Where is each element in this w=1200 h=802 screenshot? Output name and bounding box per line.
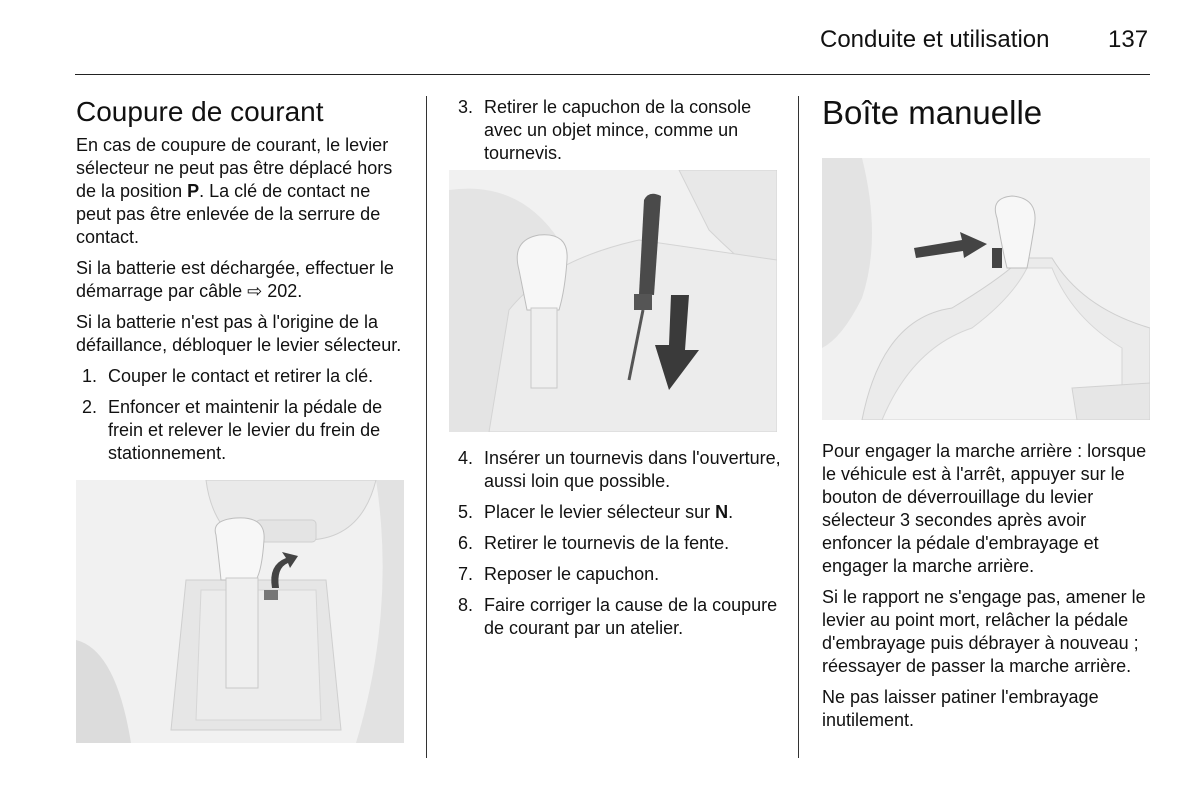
paragraph-gear-not-engaging: Si le rapport ne s'engage pas, amener le levier au point mort, relâcher la pédale d'embrayage puis débrayer à nouveau ; réessayer de passer la marche arrière. — [822, 587, 1146, 676]
column-selector-unlock-steps — [452, 96, 782, 173]
page-reference-arrow-icon: ⇨ — [247, 281, 263, 301]
header-divider — [75, 74, 1150, 75]
paragraph-reverse-gear: Pour engager la marche arrière : lorsque le véhicule est à l'arrêt, appuyer sur le bouton de déverrouillage du levier sélecteur 3 secondes après avoir enfoncer la pédale d'embrayage et engager la marche arrière. — [822, 441, 1147, 576]
figure-manual-gear-lever — [822, 158, 1150, 420]
step-text: Retirer le capuchon de la console avec un objet mince, comme un tournevis. — [484, 97, 752, 163]
steps-list-2b — [452, 447, 782, 640]
figure-screwdriver-insert — [449, 170, 777, 432]
page-number: 137 — [1108, 26, 1149, 53]
page-header-title: Conduite et utilisation — [820, 26, 1050, 53]
step-number: 4. — [458, 448, 474, 468]
list-item — [452, 563, 782, 586]
list-item — [452, 532, 782, 555]
section-heading-manual-gearbox: Boîte manuelle — [822, 94, 1043, 131]
column-manual-gearbox — [822, 94, 1152, 154]
list-item — [452, 447, 782, 493]
position-p-label: P — [187, 181, 200, 201]
step-text: Retirer le tournevis de la fente. — [484, 533, 730, 553]
page-reference: 202. — [262, 281, 303, 301]
step-text: Insérer un tournevis dans l'ouverture, aussi loin que possible. — [484, 448, 781, 491]
step-number: 5. — [458, 502, 474, 522]
step-text: Placer le levier sélecteur sur — [484, 502, 716, 522]
steps-list-2a — [452, 96, 782, 165]
step-number: 6. — [458, 533, 474, 553]
step-number: 3. — [458, 97, 474, 117]
text-span: En cas de coupure de courant, le levier sélecteur ne peut pas être déplacé hors de la position — [76, 135, 393, 201]
paragraph-clutch-slip: Ne pas laisser patiner l'embrayage inutilement. — [822, 687, 1099, 730]
step-number: 1. — [82, 366, 98, 386]
column-power-failure — [76, 96, 406, 473]
step-number: 8. — [458, 595, 474, 615]
list-item — [76, 365, 406, 388]
paragraph-power-failure-intro — [76, 134, 406, 249]
column-selector-unlock-steps-continued — [452, 447, 782, 648]
step-text: Couper le contact et retirer la clé. — [108, 366, 374, 386]
column-divider-1 — [426, 96, 427, 758]
text-span: . La clé de contact ne peut pas être enlevée de la serrure de contact. — [76, 181, 381, 247]
column-manual-gearbox-text — [822, 440, 1152, 740]
section-heading-power-failure: Coupure de courant — [76, 96, 324, 127]
text-span: Si la batterie est déchargée, effectuer le démarrage par câble — [76, 258, 394, 301]
column-divider-2 — [798, 96, 799, 758]
paragraph-battery-not-cause: Si la batterie n'est pas à l'origine de la défaillance, débloquer le levier sélecteur. — [76, 312, 402, 355]
step-text: Reposer le capuchon. — [484, 564, 660, 584]
step-text: Enfoncer et maintenir la pédale de frein et relever le levier du frein de stationnement. — [108, 397, 383, 463]
figure-selector-lever-unlock — [76, 480, 404, 743]
step-number: 7. — [458, 564, 474, 584]
step-text: . — [728, 502, 734, 522]
paragraph-battery-discharged — [76, 257, 406, 303]
position-n-label: N — [715, 502, 729, 522]
step-number: 2. — [82, 397, 98, 417]
steps-list-1 — [76, 365, 406, 465]
list-item — [452, 96, 782, 165]
list-item — [452, 594, 782, 640]
list-item — [76, 396, 406, 465]
list-item — [452, 501, 782, 524]
step-text: Faire corriger la cause de la coupure de courant par un atelier. — [484, 595, 778, 638]
